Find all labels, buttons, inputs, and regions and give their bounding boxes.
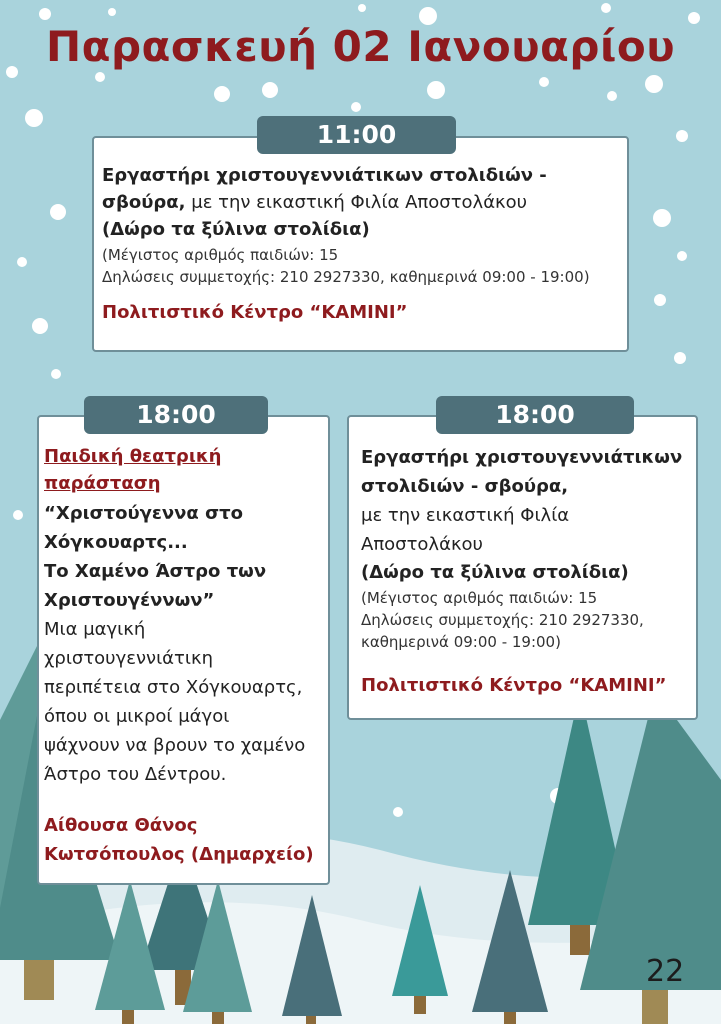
show-title-line: Το Χαμένο Άστρο των (44, 561, 267, 582)
event-card-1100 (92, 136, 629, 352)
event-venue: Πολιτιστικό Κέντρο “ΚΑΜΙΝΙ” (102, 302, 408, 323)
event-gift: (Δώρο τα ξύλινα στολίδια) (102, 219, 370, 240)
description-line: ψάχνουν να βρουν το χαμένο (44, 735, 306, 756)
description-line: Άστρο του Δέντρου. (44, 764, 227, 785)
event-artist (361, 501, 696, 559)
event-card-1800-workshop (347, 415, 698, 720)
description-line: χριστουγεννιάτικη (44, 648, 213, 669)
event-title-line2 (102, 189, 627, 216)
event-venue: Πολιτιστικό Κέντρο “ΚΑΜΙΝΙ” (361, 675, 667, 696)
show-title-line: Χριστουγέννων” (44, 590, 215, 611)
event-info (361, 587, 696, 653)
event-title-line: στολιδιών - σβούρα, (361, 476, 569, 497)
event-title (361, 443, 696, 501)
event-registration: Δηλώσεις συμμετοχής: 210 2927330, καθημερινά 09:00 - 19:00) (102, 268, 590, 286)
event-gift: (Δώρο τα ξύλινα στολίδια) (361, 562, 629, 583)
show-title-line: “Χριστούγεννα στο (44, 503, 243, 524)
event-card-1800-theater (37, 415, 330, 885)
event-title-bold: σβούρα, (102, 192, 186, 213)
event-time-1800-workshop: 18:00 (436, 396, 634, 434)
category-line2: παράσταση (44, 473, 161, 494)
event-time-1100: 11:00 (257, 116, 456, 154)
description-line: περιπέτεια στο Χόγκουαρτς, (44, 677, 303, 698)
info-line: Δηλώσεις συμμετοχής: 210 2927330, (361, 611, 644, 629)
page-number: 22 (646, 954, 685, 989)
event-category-link[interactable] (44, 443, 328, 497)
venue-line: Αίθουσα Θάνος (44, 815, 198, 836)
category-line1: Παιδική θεατρική (44, 446, 222, 467)
event-time-1800-theater: 18:00 (84, 396, 268, 434)
venue-line: Κωτσόπουλος (Δημαρχείο) (44, 844, 314, 865)
info-line: (Μέγιστος αριθμός παιδιών: 15 (361, 589, 598, 607)
event-title-line: Εργαστήρι χριστουγεννιάτικων (361, 447, 683, 468)
show-title-line: Χόγκουαρτς... (44, 532, 188, 553)
description-line: όπου οι μικροί μάγοι (44, 706, 230, 727)
artist-line: Αποστολάκου (361, 534, 483, 555)
event-title-line1: Εργαστήρι χριστουγεννιάτικων στολιδιών - (102, 165, 547, 186)
description-line: Μια μαγική (44, 619, 146, 640)
event-artist: με την εικαστική Φιλία Αποστολάκου (185, 192, 528, 213)
show-title (44, 499, 328, 615)
info-line: καθημερινά 09:00 - 19:00) (361, 633, 561, 651)
show-description (44, 615, 328, 789)
event-venue (44, 811, 328, 869)
event-max-children: (Μέγιστος αριθμός παιδιών: 15 (102, 246, 339, 264)
artist-line: με την εικαστική Φιλία (361, 505, 570, 526)
page-title: Παρασκευή 02 Ιανουαρίου (45, 22, 676, 71)
